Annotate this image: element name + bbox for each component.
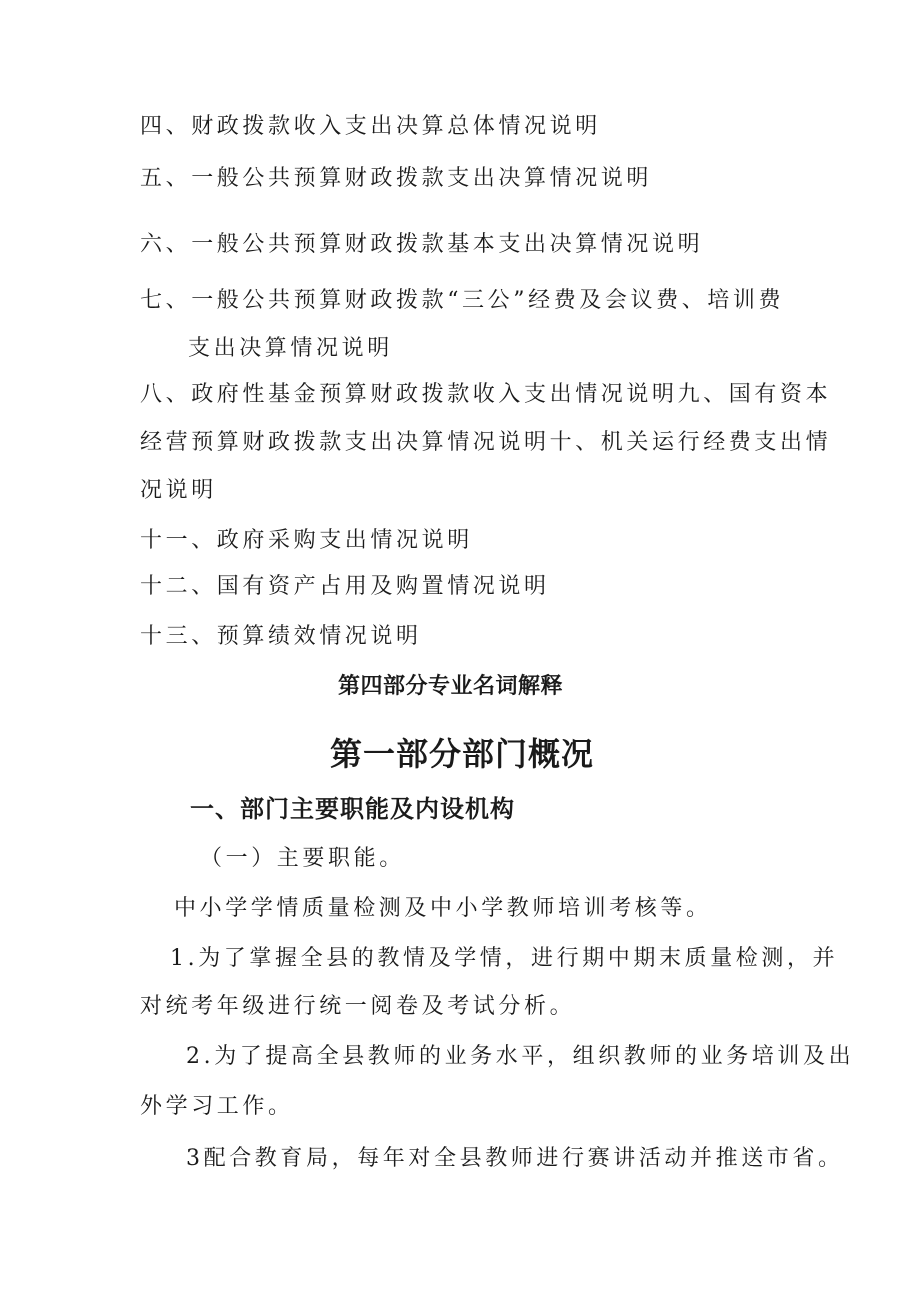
toc-item-5: 五、一般公共预算财政拨款支出决算情况说明: [140, 166, 653, 191]
point-2-line-1: 2.为了提高全县教师的业务水平，组织教师的业务培训及出: [186, 1044, 855, 1069]
toc-item-8-10-line-2: 经营预算财政拨款支出决算情况说明十、机关运行经费支出情: [140, 430, 832, 455]
toc-item-13: 十三、预算绩效情况说明: [140, 624, 422, 649]
point-3: 3配合教育局，每年对全县教师进行赛讲活动并推送市省。: [186, 1146, 844, 1171]
toc-item-11: 十一、政府采购支出情况说明: [140, 528, 473, 553]
toc-item-8-10-line-1: 八、政府性基金预算财政拨款收入支出情况说明九、国有资本: [140, 382, 832, 407]
toc-item-12: 十二、国有资产占用及购置情况说明: [140, 574, 550, 599]
intro-paragraph: 中小学学情质量检测及中小学教师培训考核等。: [174, 896, 712, 921]
section-heading: 一、部门主要职能及内设机构: [190, 795, 515, 823]
subsection-heading: （一）主要职能。: [200, 846, 405, 871]
point-1-line-2: 对统考年级进行统一阅卷及考试分析。: [140, 994, 576, 1019]
toc-part-4-heading: 第四部分专业名词解释: [338, 674, 564, 699]
point-1-line-1: 1.为了掌握全县的教情及学情，进行期中期末质量检测，并: [170, 946, 839, 971]
toc-item-7-line-2: 支出决算情况说明: [188, 336, 393, 361]
toc-item-7-line-1: 七、一般公共预算财政拨款“三公”经费及会议费、培训费: [140, 288, 785, 313]
toc-item-6: 六、一般公共预算财政拨款基本支出决算情况说明: [140, 232, 704, 257]
page-title: 第一部分部门概况: [330, 735, 595, 773]
toc-item-8-10-line-3: 况说明: [140, 478, 217, 503]
toc-item-4: 四、财政拨款收入支出决算总体情况说明: [140, 114, 601, 139]
point-2-line-2: 外学习工作。: [140, 1094, 294, 1119]
